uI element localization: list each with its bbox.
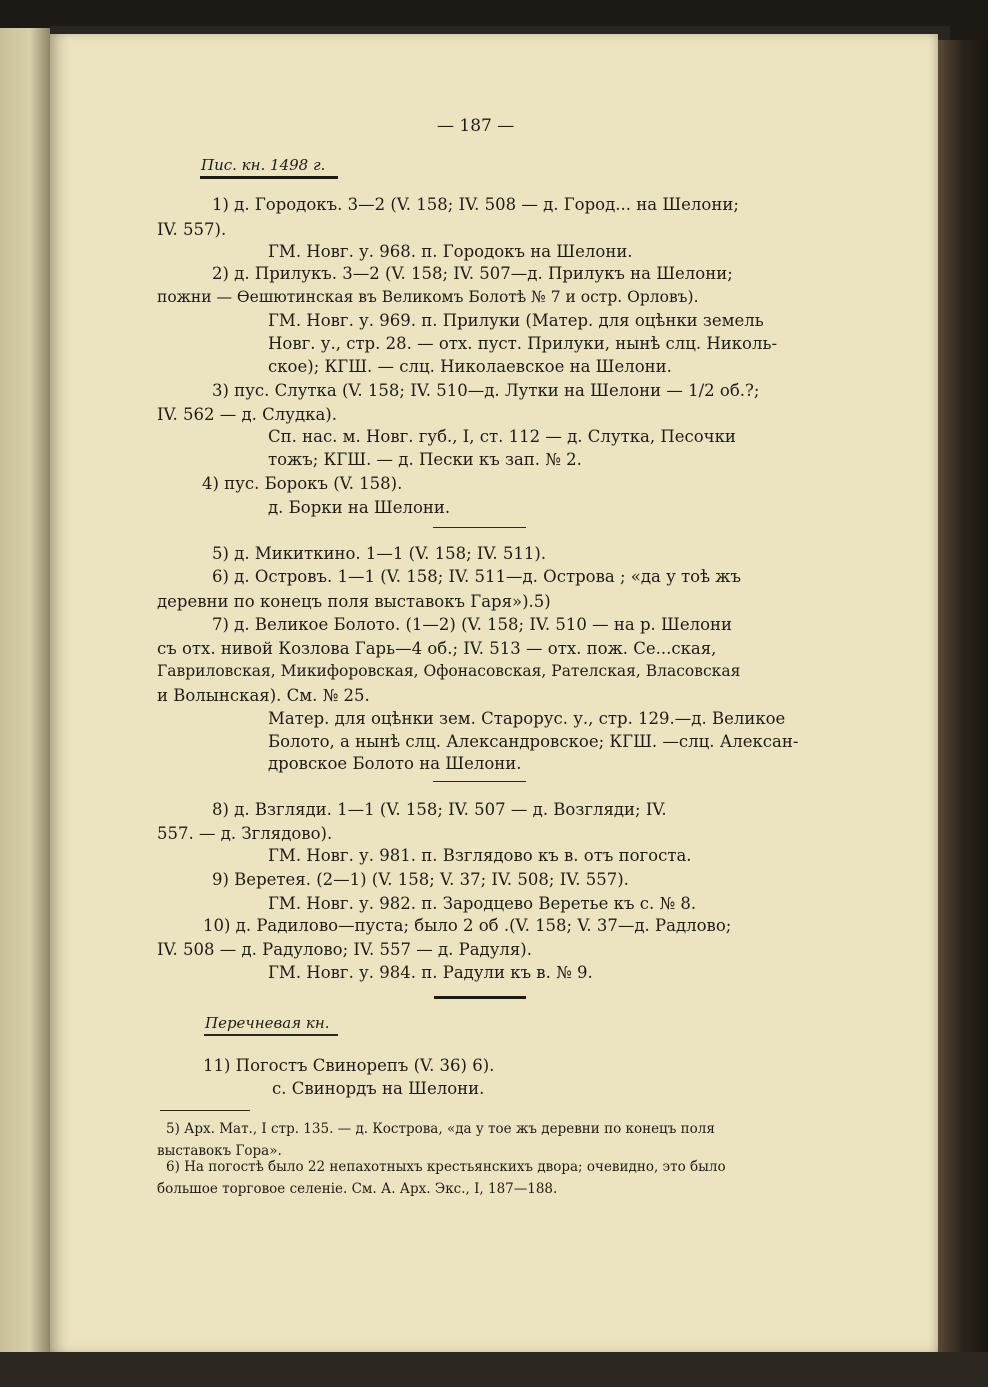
entry-line: Новг. у., стр. 28. — отх. пуст. Прилуки, нынѣ слц. Николь-	[268, 334, 778, 353]
entry-line: с. Свинордъ на Шелони.	[272, 1079, 485, 1098]
entry-line: 3) пус. Слутка (V. 158; IV. 510—д. Лутки на Шелони — 1/2 об.?;	[212, 381, 760, 400]
entry-line: ГМ. Новг. у. 968. п. Городокъ на Шелони.	[268, 242, 633, 261]
footnote-line: 5) Арх. Мат., I стр. 135. — д. Кострова, «да у тое жъ деревни по конецъ поля	[166, 1121, 715, 1137]
entry-line: IV. 557).	[157, 220, 227, 239]
entry-line: 557. — д. Зглядово).	[157, 824, 333, 843]
entry-line: 7) д. Великое Болото. (1—2) (V. 158; IV. 510 — на р. Шелони	[212, 615, 733, 634]
entry-line: деревни по конецъ поля выставокъ Гаря»).5)	[157, 592, 551, 611]
footnote-line: большое торговое селеніе. См. А. Арх. Экс., I, 187—188.	[157, 1181, 558, 1197]
book-right-edge	[938, 40, 988, 1360]
entry-line: 2) д. Прилукъ. 3—2 (V. 158; IV. 507—д. Прилукъ на Шелони;	[212, 264, 733, 283]
entry-line: 11) Погостъ Свинорепъ (V. 36) 6).	[203, 1056, 495, 1075]
entry-line: 9) Веретея. (2—1) (V. 158; V. 37; IV. 508; IV. 557).	[212, 870, 629, 889]
entry-line: Матер. для оцѣнки зем. Старорус. у., стр. 129.—д. Великое	[268, 709, 786, 728]
entry-line: ГМ. Новг. у. 984. п. Радули къ в. № 9.	[268, 963, 593, 982]
entry-line: ГМ. Новг. у. 969. п. Прилуки (Матер. для оцѣнки земель	[268, 311, 764, 330]
entry-line: Гавриловская, Микифоровская, Офонасовская, Рателская, Власовская	[157, 662, 741, 680]
entry-line: IV. 508 — д. Радулово; IV. 557 — д. Радуля).	[157, 940, 532, 959]
section-rule	[434, 996, 526, 999]
entry-line: 1) д. Городокъ. 3—2 (V. 158; IV. 508 — д. Город... на Шелони;	[212, 195, 739, 214]
entry-line: 10) д. Радилово—пуста; было 2 об .(V. 158; V. 37—д. Радлово;	[203, 916, 732, 935]
entry-line: ГМ. Новг. у. 982. п. Зародцево Веретье къ с. № 8.	[268, 894, 697, 913]
entry-line: и Волынская). См. № 25.	[157, 686, 370, 705]
book-bottom-edge	[0, 1352, 988, 1387]
entry-line: 6) д. Островъ. 1—1 (V. 158; IV. 511—д. Острова ; «да у тоѣ жъ	[212, 567, 741, 586]
footnote-rule	[160, 1110, 250, 1111]
footnote-line: выставокъ Гора».	[157, 1143, 282, 1159]
entry-line: пожни — Өешютинская въ Великомъ Болотѣ № 7 и остр. Орловъ).	[157, 288, 699, 306]
entry-line: ГМ. Новг. у. 981. п. Взглядово къ в. отъ погоста.	[268, 846, 692, 865]
heading-underline	[200, 176, 338, 179]
entry-line: ское); КГШ. — слц. Николаевское на Шелони.	[268, 357, 672, 376]
entry-line: съ отх. нивой Козлова Гарь—4 об.; IV. 513 — отх. пож. Се...ская,	[157, 639, 717, 658]
heading-underline	[204, 1034, 338, 1036]
entry-line: дровское Болото на Шелони.	[268, 754, 522, 773]
separator	[433, 527, 526, 528]
entry-line: 4) пус. Борокъ (V. 158).	[202, 474, 403, 493]
entry-line: Сп. нас. м. Новг. губ., I, ст. 112 — д. Слутка, Песочки	[268, 427, 736, 446]
entry-line: Болото, а нынѣ слц. Александровское; КГШ. —слц. Алексан-	[268, 732, 799, 751]
footnote-line: 6) На погостѣ было 22 непахотныхъ крестьянскихъ двора; очевидно, это было	[166, 1159, 726, 1175]
entry-line: 8) д. Взгляди. 1—1 (V. 158; IV. 507 — д. Возгляди; IV.	[212, 800, 667, 819]
separator	[433, 781, 526, 782]
entry-line: IV. 562 — д. Слудка).	[157, 405, 337, 424]
entry-line: тожъ; КГШ. — д. Пески къ зап. № 2.	[268, 450, 582, 469]
section-heading: Перечневая кн.	[205, 1014, 330, 1032]
entry-line: 5) д. Микиткино. 1—1 (V. 158; IV. 511).	[212, 544, 547, 563]
left-page-edge	[0, 28, 50, 1358]
entry-line: д. Борки на Шелони.	[268, 498, 451, 517]
page-number: — 187 —	[437, 116, 515, 136]
section-heading: Пис. кн. 1498 г.	[201, 156, 326, 174]
